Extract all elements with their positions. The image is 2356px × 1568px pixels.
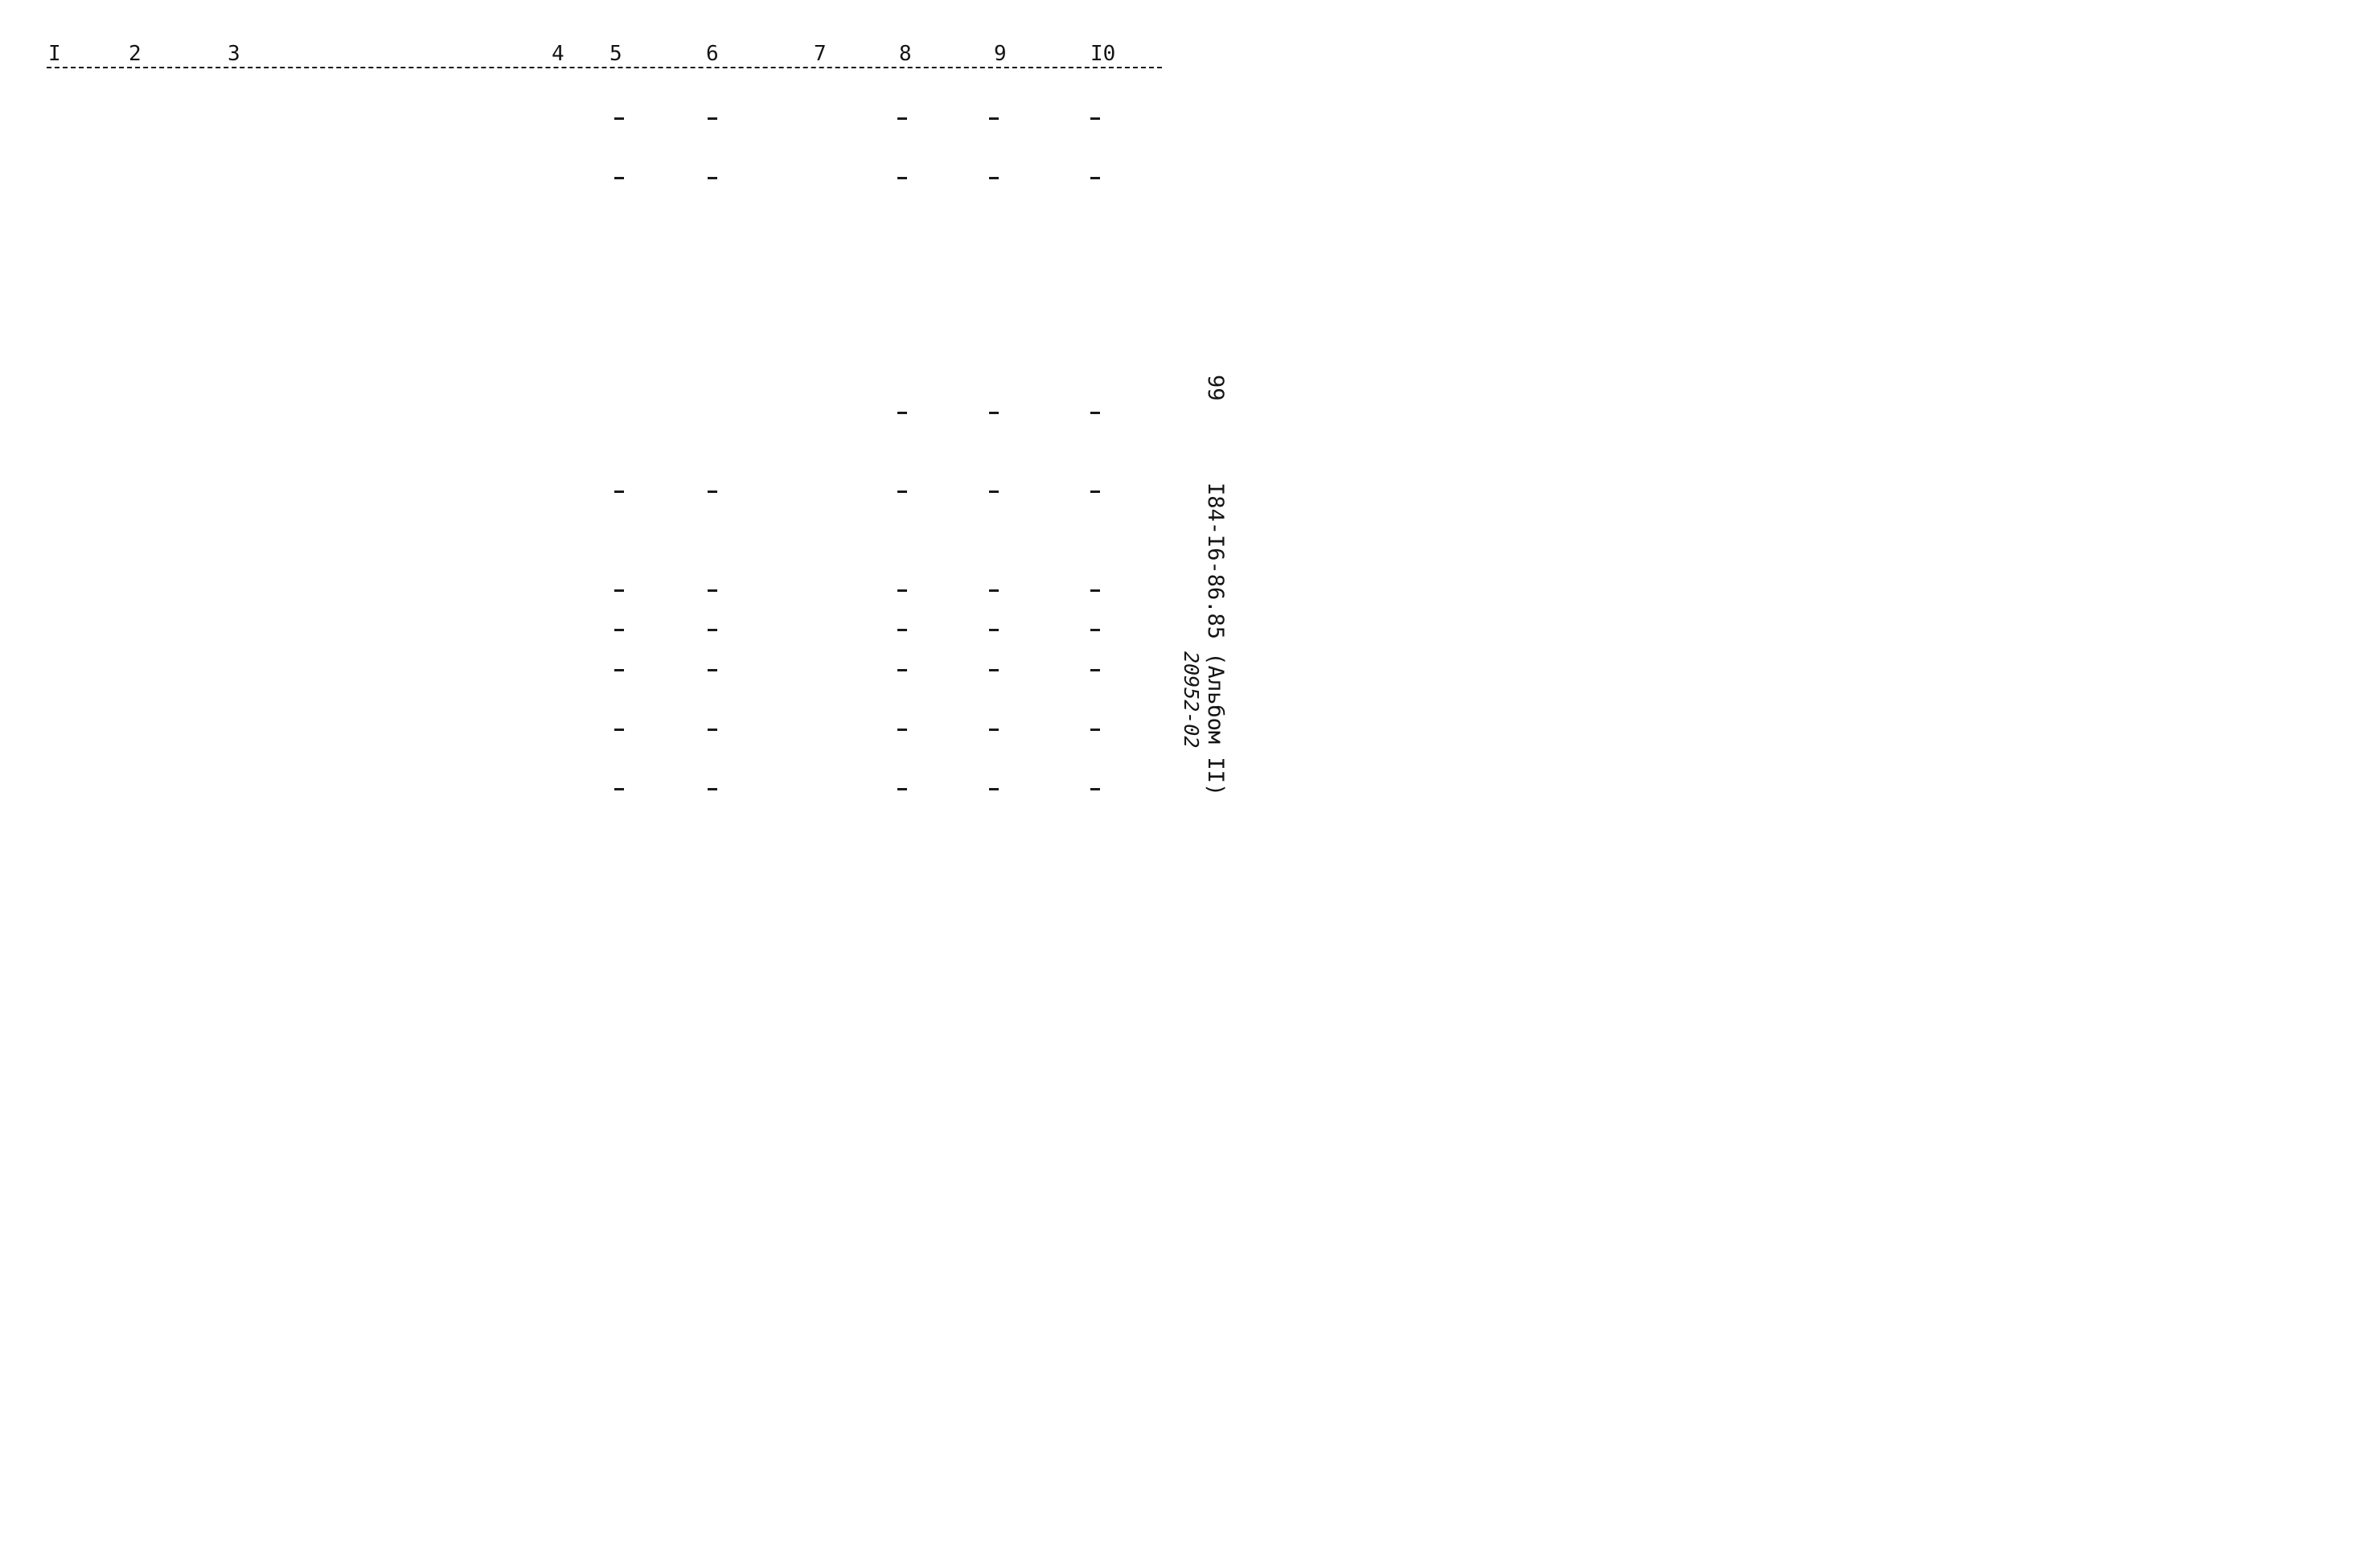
column-header-1: I bbox=[48, 42, 61, 66]
dash-c9 bbox=[989, 177, 999, 179]
dash-c10 bbox=[1090, 412, 1100, 414]
column-header-7: 7 bbox=[814, 42, 827, 66]
dash-c6 bbox=[708, 629, 717, 631]
stamp-number: 20952-02 bbox=[1180, 651, 1203, 749]
dash-c5 bbox=[614, 117, 624, 120]
dash-c10 bbox=[1090, 491, 1100, 493]
dash-c8 bbox=[897, 491, 907, 493]
dash-c8 bbox=[897, 177, 907, 179]
dash-c8 bbox=[897, 788, 907, 790]
dash-c8 bbox=[897, 412, 907, 414]
dash-c8 bbox=[897, 729, 907, 731]
dash-c9 bbox=[989, 788, 999, 790]
dash-c9 bbox=[989, 729, 999, 731]
dash-c9 bbox=[989, 669, 999, 671]
dash-c10 bbox=[1090, 629, 1100, 631]
document-code: I84-I6-86.85 (Альбом II) bbox=[1203, 482, 1228, 797]
dash-c6 bbox=[708, 491, 717, 493]
dash-c9 bbox=[989, 589, 999, 592]
dash-c6 bbox=[708, 729, 717, 731]
dash-c6 bbox=[708, 669, 717, 671]
dash-c8 bbox=[897, 589, 907, 592]
dash-c8 bbox=[897, 629, 907, 631]
dash-c5 bbox=[614, 491, 624, 493]
dash-c5 bbox=[614, 788, 624, 790]
column-header-4: 4 bbox=[552, 42, 564, 66]
dash-c6 bbox=[708, 177, 717, 179]
column-header-6: 6 bbox=[706, 42, 719, 66]
dash-c5 bbox=[614, 629, 624, 631]
dash-c5 bbox=[614, 589, 624, 592]
dash-c8 bbox=[897, 669, 907, 671]
column-header-5: 5 bbox=[610, 42, 622, 66]
dash-c5 bbox=[614, 177, 624, 179]
dash-c6 bbox=[708, 788, 717, 790]
header-rule bbox=[47, 67, 1162, 68]
document-page bbox=[0, 0, 1243, 844]
dash-c9 bbox=[989, 117, 999, 120]
dash-c5 bbox=[614, 729, 624, 731]
dash-c6 bbox=[708, 117, 717, 120]
column-header-3: 3 bbox=[228, 42, 240, 66]
dash-c10 bbox=[1090, 729, 1100, 731]
column-header-9: 9 bbox=[994, 42, 1007, 66]
dash-c6 bbox=[708, 589, 717, 592]
dash-c9 bbox=[989, 412, 999, 414]
dash-c10 bbox=[1090, 669, 1100, 671]
dash-c9 bbox=[989, 491, 999, 493]
column-header-2: 2 bbox=[129, 42, 142, 66]
dash-c10 bbox=[1090, 589, 1100, 592]
column-header-10: I0 bbox=[1090, 42, 1116, 66]
dash-c10 bbox=[1090, 788, 1100, 790]
dash-c10 bbox=[1090, 117, 1100, 120]
dash-c8 bbox=[897, 117, 907, 120]
dash-c9 bbox=[989, 629, 999, 631]
dash-c10 bbox=[1090, 177, 1100, 179]
column-header-8: 8 bbox=[899, 42, 912, 66]
page-number: 99 bbox=[1203, 375, 1228, 401]
dash-c5 bbox=[614, 669, 624, 671]
